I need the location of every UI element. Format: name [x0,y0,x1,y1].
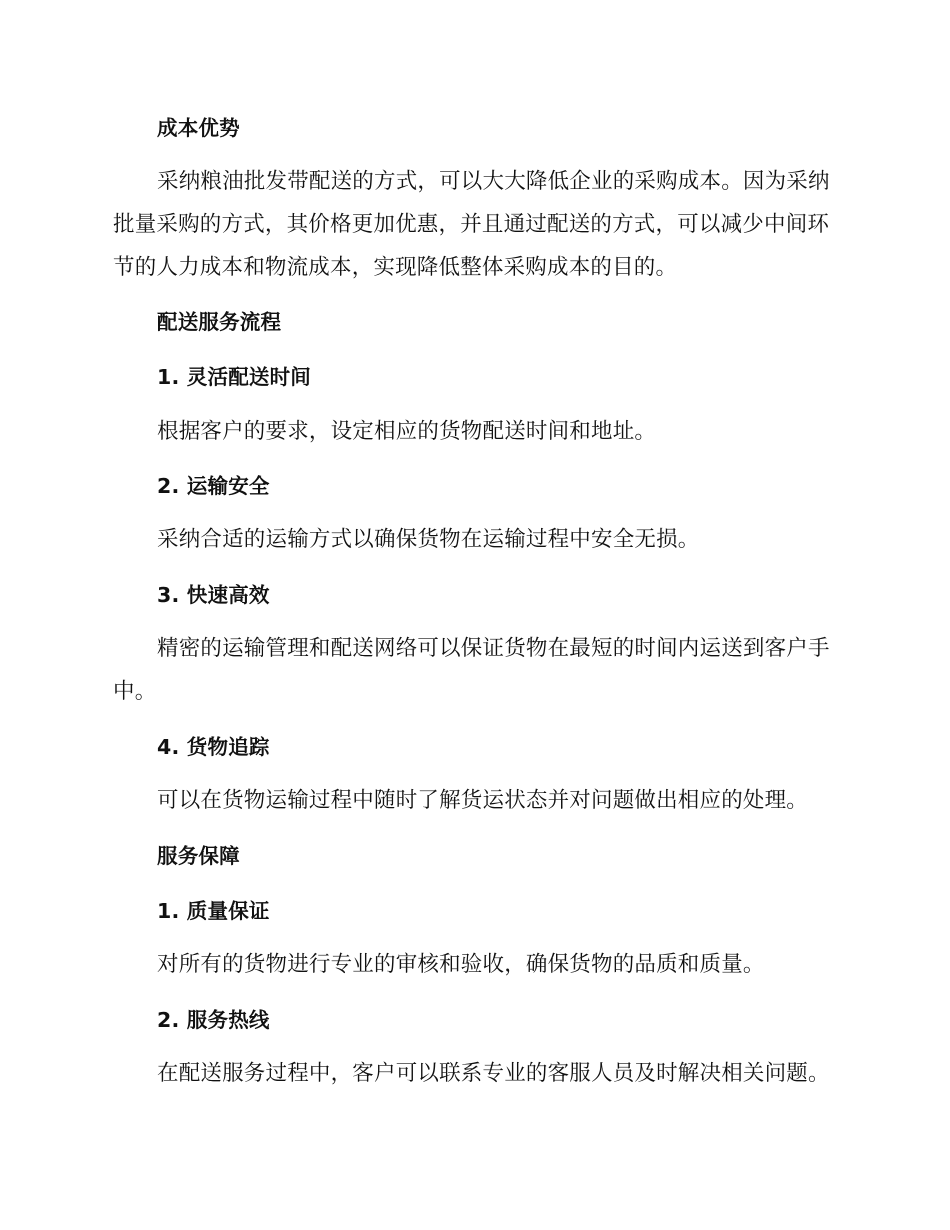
section-heading-cost-advantage: 成本优势 [157,116,240,140]
item-title: 3. 快速高效 [157,583,270,607]
paragraph-line: 批量采购的方式，其价格更加优惠，并且通过配送的方式，可以减少中间环 [113,212,830,237]
item-text: 根据客户的要求，设定相应的货物配送时间和地址。 [157,419,657,444]
item-title: 2. 服务热线 [157,1008,270,1032]
item-text: 精密的运输管理和配送网络可以保证货物在最短的时间内运送到客户手 [157,636,830,661]
paragraph-line: 采纳粮油批发带配送的方式，可以大大降低企业的采购成本。因为采纳 [157,169,830,194]
item-title: 2. 运输安全 [157,474,270,498]
item-title: 1. 灵活配送时间 [157,365,311,389]
paragraph-line: 节的人力成本和物流成本，实现降低整体采购成本的目的。 [113,255,678,280]
item-text: 采纳合适的运输方式以确保货物在运输过程中安全无损。 [157,527,700,552]
item-text: 在配送服务过程中，客户可以联系专业的客服人员及时解决相关问题。 [157,1061,830,1086]
section-heading-delivery-process: 配送服务流程 [157,310,282,334]
item-text: 可以在货物运输过程中随时了解货运状态并对问题做出相应的处理。 [157,788,809,813]
item-text: 对所有的货物进行专业的审核和验收，确保货物的品质和质量。 [157,952,765,977]
item-title: 4. 货物追踪 [157,735,270,759]
item-title: 1. 质量保证 [157,899,270,923]
item-text: 中。 [113,679,157,704]
section-heading-service-guarantee: 服务保障 [157,844,240,868]
